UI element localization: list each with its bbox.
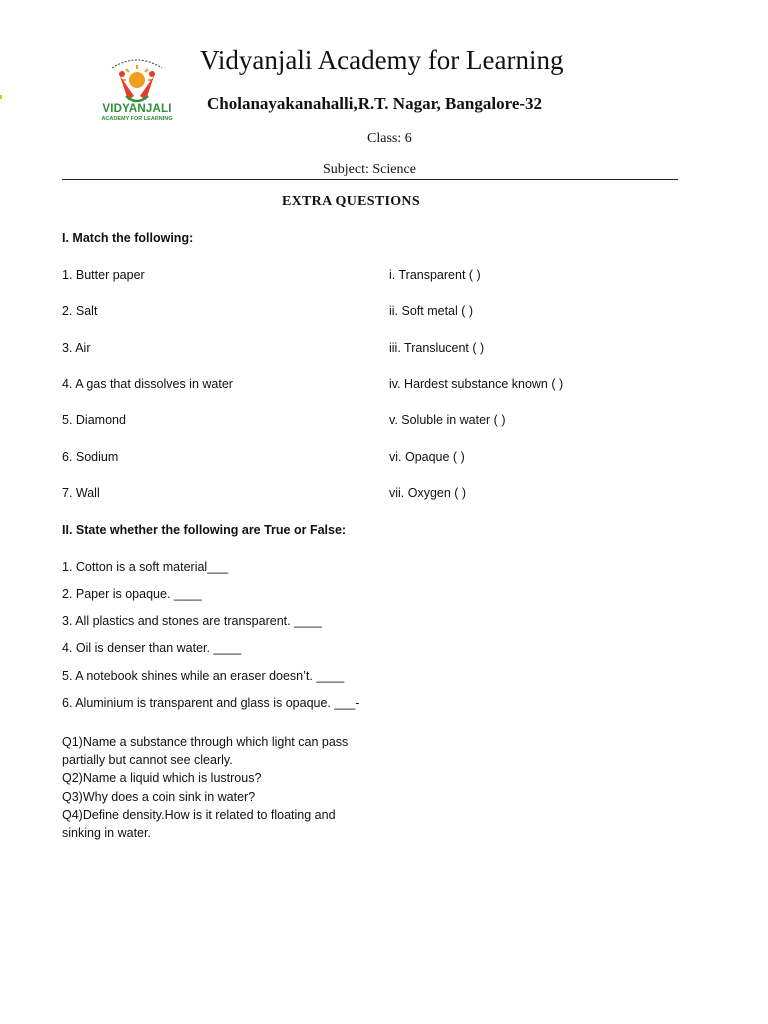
page-heading: EXTRA QUESTIONS bbox=[282, 194, 420, 209]
section-2-title: II. State whether the following are True or False: bbox=[62, 523, 347, 537]
subject-label: Subject: Science bbox=[323, 162, 416, 177]
true-false-item: 5. A notebook shines while an eraser doesn’t. ____ bbox=[62, 669, 345, 683]
true-false-item: 4. Oil is denser than water. ____ bbox=[62, 641, 242, 655]
true-false-item: 3. All plastics and stones are transparent. ____ bbox=[62, 614, 322, 628]
section-1-title: I. Match the following: bbox=[62, 231, 194, 245]
logo-tagline: ACADEMY FOR LEARNING bbox=[101, 116, 173, 122]
match-right-item: iii. Translucent ( ) bbox=[389, 341, 485, 355]
match-left-item: 7. Wall bbox=[62, 486, 100, 500]
school-address: Cholanayakanahalli,R.T. Nagar, Bangalore-32 bbox=[207, 94, 543, 113]
logo-name: VIDYANJALI bbox=[102, 103, 172, 115]
match-left-item: 5. Diamond bbox=[62, 413, 126, 427]
match-left-item: 3. Air bbox=[62, 341, 91, 355]
margin-mark bbox=[0, 95, 2, 99]
question-line: Q4)Define density.How is it related to floating and bbox=[62, 807, 336, 822]
match-right-item: i. Transparent ( ) bbox=[389, 268, 481, 282]
class-label: Class: 6 bbox=[367, 131, 412, 146]
true-false-item: 2. Paper is opaque. ____ bbox=[62, 587, 202, 601]
match-left-item: 1. Butter paper bbox=[62, 268, 145, 282]
match-right-item: vi. Opaque ( ) bbox=[389, 450, 465, 464]
match-left-item: 4. A gas that dissolves in water bbox=[62, 377, 233, 391]
short-questions bbox=[62, 733, 348, 842]
match-left-item: 6. Sodium bbox=[62, 450, 119, 464]
match-left-item: 2. Salt bbox=[62, 304, 98, 318]
true-false-item: 1. Cotton is a soft material___ bbox=[62, 560, 229, 574]
header-divider bbox=[62, 179, 678, 180]
question-line: partially but cannot see clearly. bbox=[62, 753, 233, 768]
question-line: sinking in water. bbox=[62, 826, 151, 841]
logo-text bbox=[100, 103, 174, 122]
question-line: Q2)Name a liquid which is lustrous? bbox=[62, 771, 262, 786]
school-name: Vidyanjali Academy for Learning bbox=[200, 45, 564, 75]
match-right-item: ii. Soft metal ( ) bbox=[389, 304, 474, 318]
question-line: Q1)Name a substance through which light can pass bbox=[62, 735, 349, 749]
true-false-item: 6. Aluminium is transparent and glass is opaque. ___- bbox=[62, 696, 360, 710]
match-right-item: iv. Hardest substance known ( ) bbox=[389, 377, 564, 391]
match-right-item: v. Soluble in water ( ) bbox=[389, 413, 506, 427]
question-line: Q3)Why does a coin sink in water? bbox=[62, 789, 256, 804]
match-right-item: vii. Oxygen ( ) bbox=[389, 486, 467, 500]
